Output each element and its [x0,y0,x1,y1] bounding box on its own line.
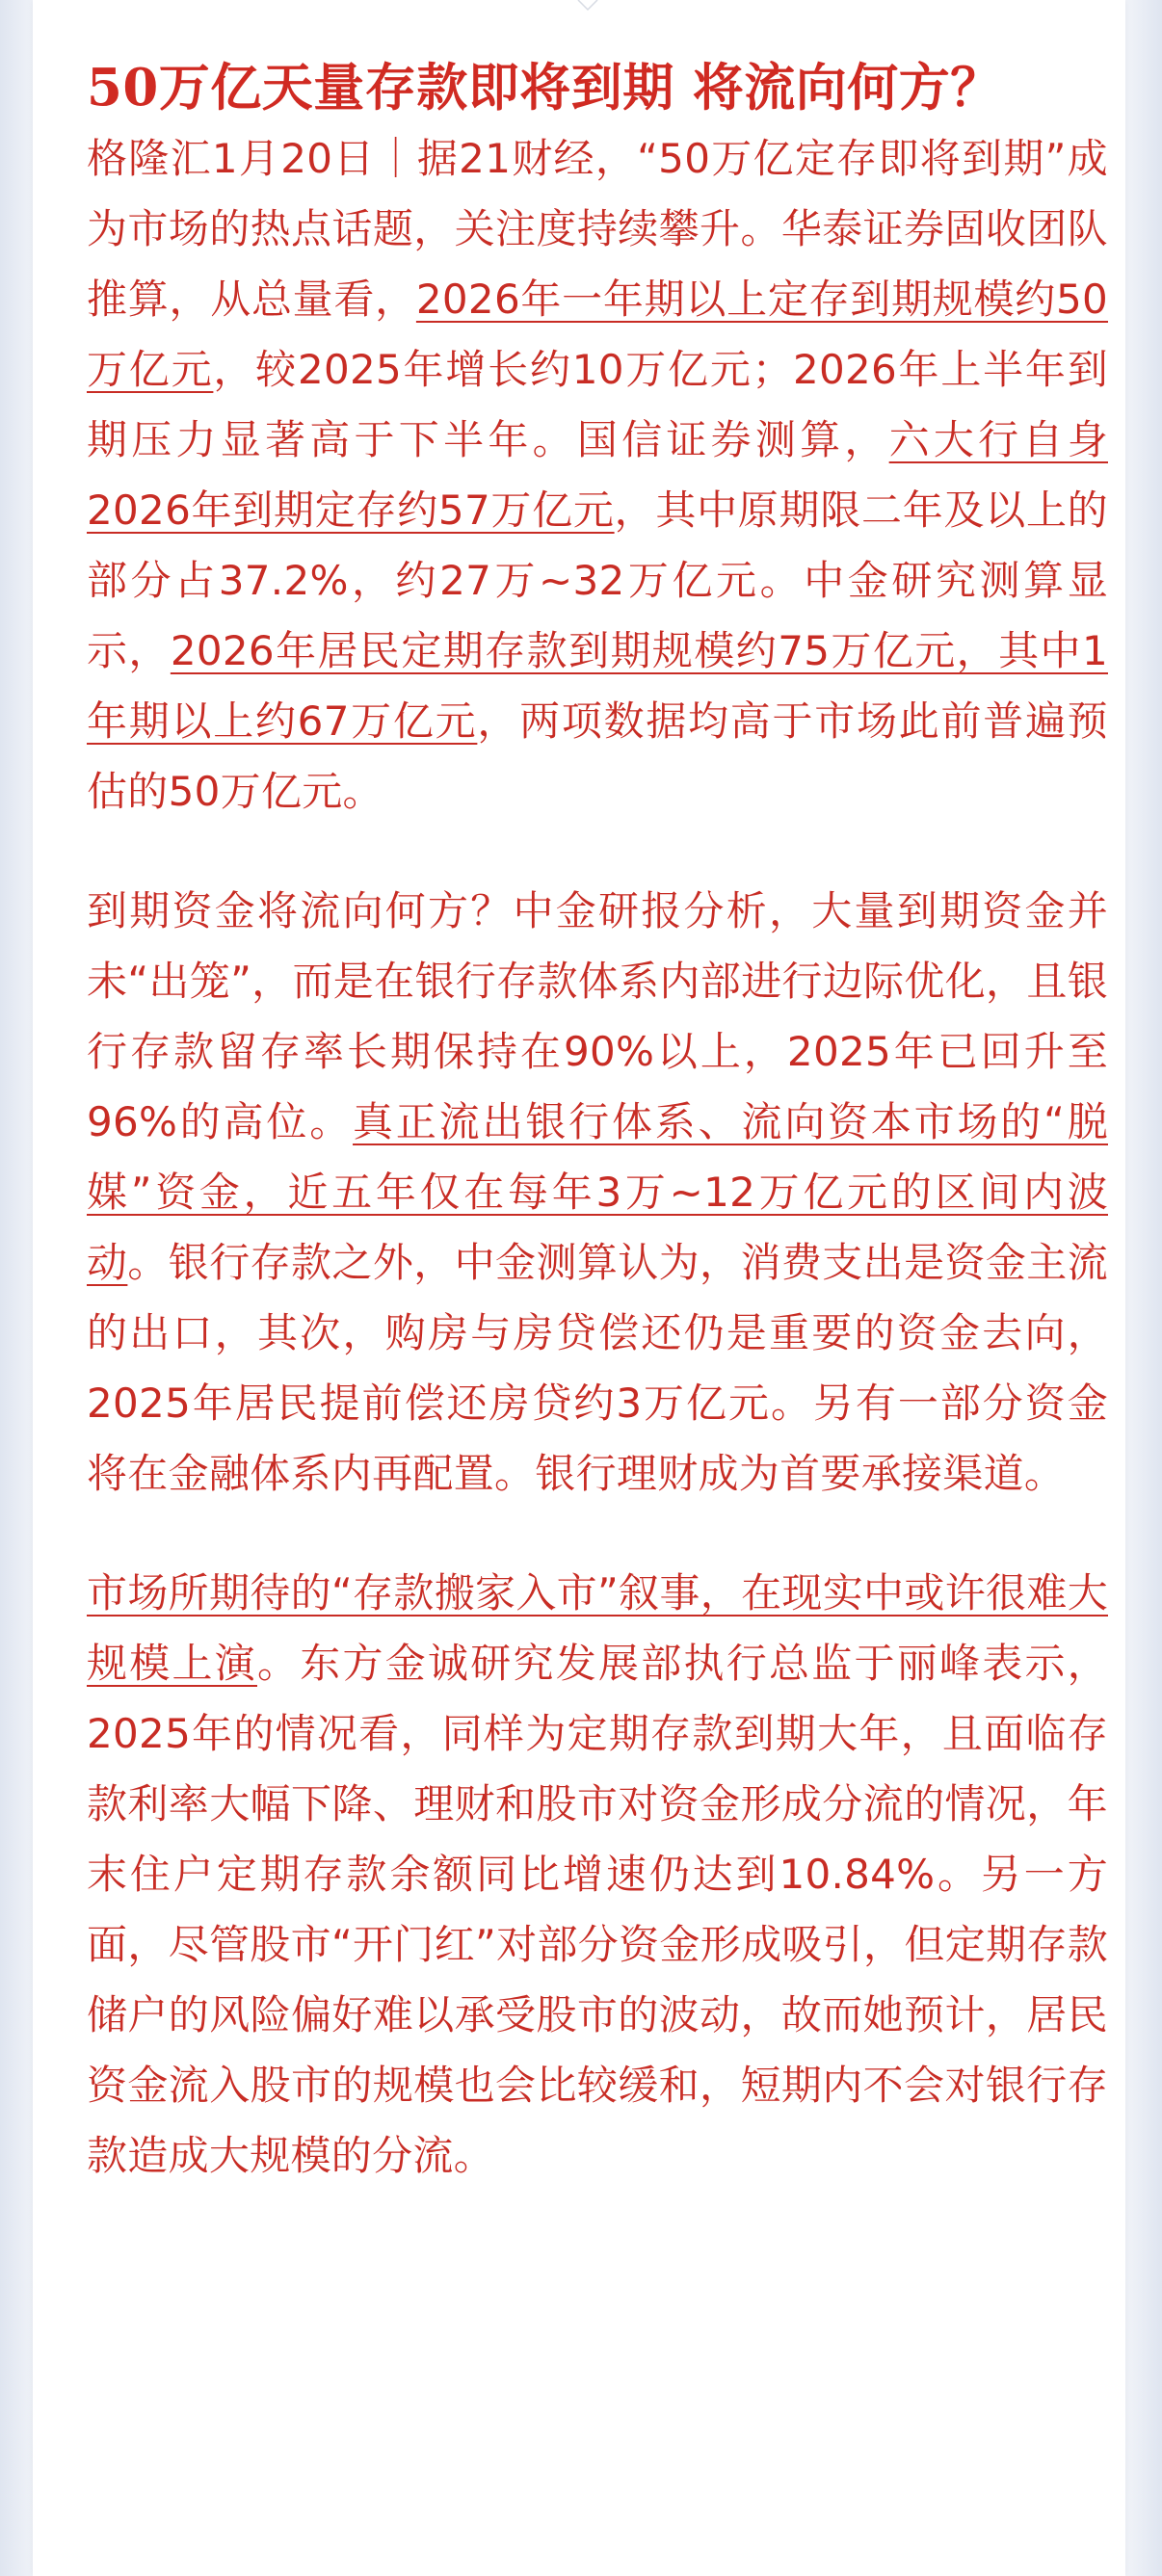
pointer-notch-icon [577,0,598,12]
article-body [87,53,1108,2191]
highlighted-key-finding: 六大行自身2026年到期定存约57万亿元 [87,416,1108,534]
highlighted-key-finding: 2026年居民定期存款到期规模约75万亿元，其中1年期以上约67万亿元 [87,627,1108,745]
paragraph-text: 。银行存款之外，中金测算认为，消费支出是资金主流的出口，其次，购房与房贷偿还仍是重要的资金去向，2025年居民提前偿还房贷约3万亿元。另有一部分资金将在金融体系内再配置。银行理财成为首要承接渠道。 [87,1239,1108,1497]
paragraph-text: 到期资金将流向何方？中金研报分析，大量到期资金并未“出笼”，而是在银行存款体系内部进行边际优化，且银行存款留存率长期保持在90%以上，2025年已回升至96%的高位。 [87,887,1108,1145]
paragraph-text: ，两项数据均高于市场此前普遍预估的50万亿元。 [87,697,1108,815]
paragraph-text: ，其中原期限二年及以上的部分占37.2%，约27万~32万亿元。中金研究测算显示， [87,486,1108,674]
highlighted-key-finding: 2026年一年期以上定存到期规模约50万亿元 [87,276,1109,393]
paragraph-text: ，较2025年增长约10万亿元；2026年上半年到期压力显著高于下半年。国信证券测算， [87,346,1109,463]
highlighted-key-finding: 市场所期待的“存款搬家入市”叙事，在现实中或许很难大规模上演 [87,1569,1108,1687]
paragraph-text: 格隆汇1月20日｜据21财经，“50万亿定存即将到期”成为市场的热点话题，关注度持续攀升。华泰证券固收团队推算，从总量看， [87,135,1108,323]
article-title: 50万亿天量存款即将到期 将流向何方？ [87,58,1002,118]
article-paragraphs [87,123,1108,2191]
article-paragraph [87,876,1108,1509]
page-background-right [1120,0,1162,2576]
article-paragraph [87,123,1108,827]
article-card [33,0,1125,2576]
highlighted-key-finding: 真正流出银行体系、流向资本市场的“脱媒”资金，近五年仅在每年3万~12万亿元的区间内波动 [87,1098,1108,1286]
paragraph-text: 。东方金诚研究发展部执行总监于丽峰表示，2025年的情况看，同样为定期存款到期大年，且面临存款利率大幅下降、理财和股市对资金形成分流的情况，年末住户定期存款余额同比增速仍达到10.84%。另一方面，尽管股市“开门红”对部分资金形成吸引，但定期存款储户的风险偏好难以承受股市的波动，故而她预计，居民资金流入股市的规模也会比较缓和，短期内不会对银行存款造成大规模的分流。 [87,1640,1108,2179]
article-paragraph [87,1558,1108,2191]
